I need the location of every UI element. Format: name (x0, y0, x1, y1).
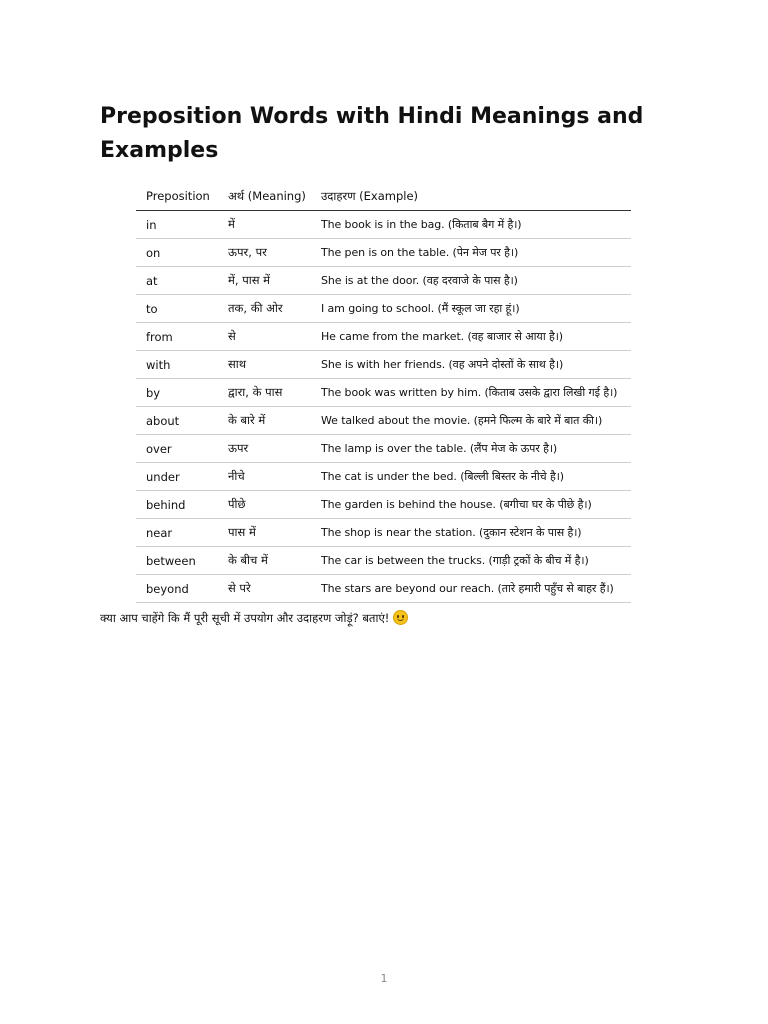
example-cell: The book is in the bag. (किताब बैग में है।) (311, 211, 631, 239)
meaning-cell: में, पास में (218, 267, 311, 295)
table-header-row (136, 182, 631, 211)
meaning-cell: नीचे (218, 463, 311, 491)
meaning-cell: ऊपर (218, 435, 311, 463)
header-meaning: अर्थ (Meaning) (218, 182, 311, 211)
meaning-cell: से (218, 323, 311, 351)
table-row (136, 491, 631, 519)
example-cell: The lamp is over the table. (लैंप मेज के ऊपर है।) (311, 435, 631, 463)
page-title: Preposition Words with Hindi Meanings and Examples (100, 104, 644, 163)
preposition-cell: beyond (136, 575, 218, 603)
example-cell: The cat is under the bed. (बिल्ली बिस्तर के नीचे है।) (311, 463, 631, 491)
preposition-cell: between (136, 547, 218, 575)
meaning-cell: द्वारा, के पास (218, 379, 311, 407)
meaning-cell: के बीच में (218, 547, 311, 575)
preposition-cell: at (136, 267, 218, 295)
preposition-cell: with (136, 351, 218, 379)
table-row (136, 379, 631, 407)
example-cell: The book was written by him. (किताब उसके द्वारा लिखी गई है।) (311, 379, 631, 407)
preposition-cell: on (136, 239, 218, 267)
example-cell: I am going to school. (मैं स्कूल जा रहा हूं।) (311, 295, 631, 323)
example-cell: The shop is near the station. (दुकान स्टेशन के पास है।) (311, 519, 631, 547)
table-row (136, 323, 631, 351)
preposition-table (136, 182, 631, 603)
table-row (136, 519, 631, 547)
followup-text: क्या आप चाहेंगे कि मैं पूरी सूची में उपयोग और उदाहरण जोड़ूं? बताएं! (100, 611, 390, 625)
example-cell: She is with her friends. (वह अपने दोस्तों के साथ है।) (311, 351, 631, 379)
meaning-cell: में (218, 211, 311, 239)
table-row (136, 211, 631, 239)
meaning-cell: पीछे (218, 491, 311, 519)
table-row (136, 351, 631, 379)
table-row (136, 239, 631, 267)
meaning-cell: ऊपर, पर (218, 239, 311, 267)
example-cell: She is at the door. (वह दरवाजे के पास है।) (311, 267, 631, 295)
preposition-cell: behind (136, 491, 218, 519)
meaning-cell: के बारे में (218, 407, 311, 435)
example-cell: The stars are beyond our reach. (तारे हमारी पहुँच से बाहर हैं।) (311, 575, 631, 603)
followup-question (100, 609, 660, 627)
table-row (136, 547, 631, 575)
header-preposition: Preposition (136, 182, 218, 211)
meaning-cell: पास में (218, 519, 311, 547)
preposition-cell: near (136, 519, 218, 547)
table-row (136, 267, 631, 295)
preposition-cell: over (136, 435, 218, 463)
preposition-cell: by (136, 379, 218, 407)
smile-icon (393, 610, 408, 625)
preposition-cell: to (136, 295, 218, 323)
example-cell: He came from the market. (वह बाजार से आया है।) (311, 323, 631, 351)
example-cell: We talked about the movie. (हमने फिल्म के बारे में बात की।) (311, 407, 631, 435)
example-cell: The garden is behind the house. (बगीचा घर के पीछे है।) (311, 491, 631, 519)
header-example: उदाहरण (Example) (311, 182, 631, 211)
table-row (136, 407, 631, 435)
example-cell: The pen is on the table. (पेन मेज पर है।) (311, 239, 631, 267)
preposition-cell: under (136, 463, 218, 491)
example-cell: The car is between the trucks. (गाड़ी ट्रकों के बीच में है।) (311, 547, 631, 575)
table-row (136, 435, 631, 463)
preposition-cell: in (136, 211, 218, 239)
meaning-cell: तक, की ओर (218, 295, 311, 323)
table-row (136, 295, 631, 323)
table-row (136, 463, 631, 491)
meaning-cell: साथ (218, 351, 311, 379)
meaning-cell: से परे (218, 575, 311, 603)
preposition-cell: from (136, 323, 218, 351)
table-row (136, 575, 631, 603)
page-number: 1 (380, 972, 388, 985)
preposition-cell: about (136, 407, 218, 435)
